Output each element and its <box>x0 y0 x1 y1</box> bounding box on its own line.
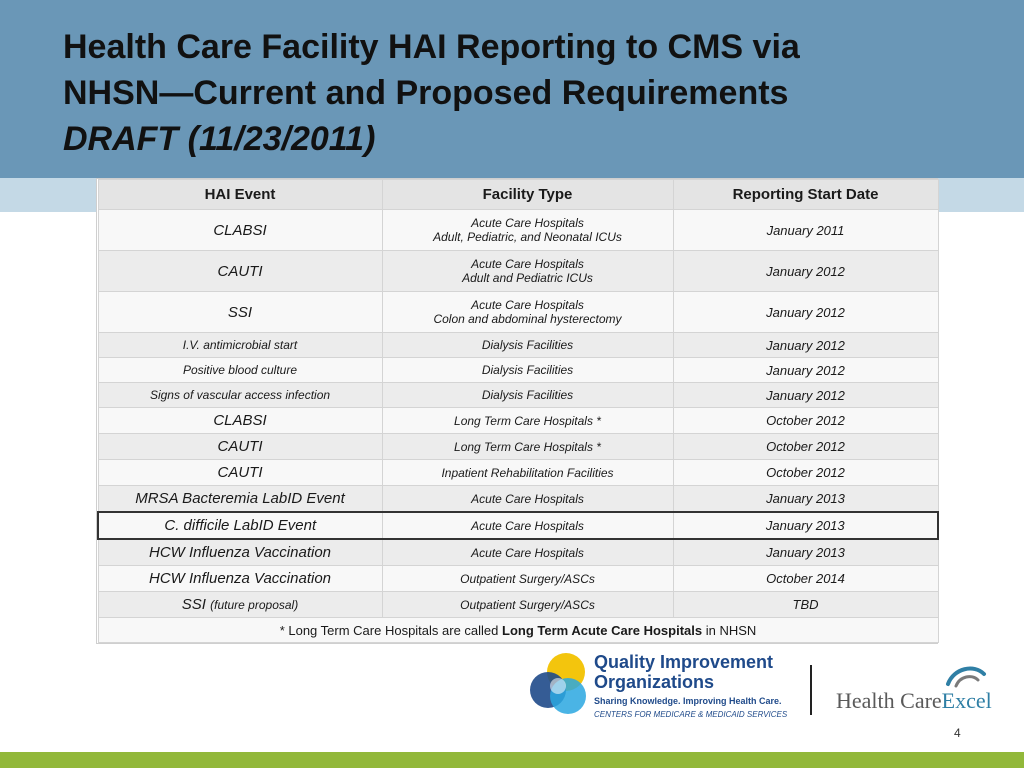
facility-cell <box>382 210 673 251</box>
table-row <box>98 251 938 292</box>
facility-cell: Acute Care Hospitals <box>382 486 673 513</box>
facility-line-1: Acute Care Hospitals <box>471 257 584 271</box>
header-reporting-start-date: Reporting Start Date <box>673 180 938 210</box>
facility-cell: Long Term Care Hospitals * <box>382 434 673 460</box>
date-cell: January 2012 <box>673 251 938 292</box>
hce-part1: Health Care <box>836 688 942 713</box>
table-row <box>98 460 938 486</box>
footnote-post: in NHSN <box>705 622 757 638</box>
event-cell: C. difficile LabID Event <box>98 512 382 539</box>
facility-cell: Outpatient Surgery/ASCs <box>382 592 673 618</box>
qio-title-2: Organizations <box>594 672 715 692</box>
event-cell: CLABSI <box>98 210 382 251</box>
event-cell: HCW Influenza Vaccination <box>98 539 382 566</box>
facility-cell: Dialysis Facilities <box>382 358 673 383</box>
footnote-pre: * Long Term Care Hospitals are called <box>279 622 499 638</box>
facility-line-2: Adult, Pediatric, and Neonatal ICUs <box>433 230 622 244</box>
facility-line-1: Acute Care Hospitals <box>471 298 584 312</box>
table-row <box>98 486 938 513</box>
hce-text <box>836 688 992 714</box>
facility-cell <box>382 251 673 292</box>
date-cell: January 2012 <box>673 333 938 358</box>
title-line-2: NHSN—Current and Proposed Requirements <box>63 74 789 112</box>
event-cell: SSI <box>98 292 382 333</box>
event-cell: CAUTI <box>98 251 382 292</box>
hai-table <box>97 179 939 643</box>
event-cell <box>98 592 382 618</box>
date-cell: October 2012 <box>673 460 938 486</box>
hce-part2: Excel <box>941 688 992 713</box>
event-cell: I.V. antimicrobial start <box>98 333 382 358</box>
qio-cms: CENTERS FOR MEDICARE & MEDICAID SERVICES <box>594 710 788 719</box>
table-row-highlighted <box>98 512 938 539</box>
table-row <box>98 408 938 434</box>
facility-line-2: Colon and abdominal hysterectomy <box>433 312 622 326</box>
date-cell: October 2012 <box>673 434 938 460</box>
event-cell: CAUTI <box>98 460 382 486</box>
header-facility-type: Facility Type <box>382 180 673 210</box>
facility-line-2: Adult and Pediatric ICUs <box>462 271 593 285</box>
table-row <box>98 333 938 358</box>
event-text: SSI <box>181 596 206 613</box>
date-cell: January 2013 <box>673 539 938 566</box>
date-cell: October 2014 <box>673 566 938 592</box>
title-line-1: Health Care Facility HAI Reporting to CMS via <box>63 28 800 66</box>
facility-cell: Inpatient Rehabilitation Facilities <box>382 460 673 486</box>
qio-logo <box>528 652 798 722</box>
date-cell: TBD <box>673 592 938 618</box>
table-row <box>98 434 938 460</box>
header-hai-event: HAI Event <box>98 180 382 210</box>
event-note: (future proposal) <box>210 598 299 612</box>
date-cell: January 2011 <box>673 210 938 251</box>
event-cell: CAUTI <box>98 434 382 460</box>
facility-cell: Dialysis Facilities <box>382 333 673 358</box>
footnote-bold: Long Term Acute Care Hospitals <box>502 622 703 638</box>
facility-cell <box>382 292 673 333</box>
table-row <box>98 383 938 408</box>
table-row <box>98 592 938 618</box>
footnote-cell <box>98 618 938 643</box>
qio-circles-icon <box>528 652 592 718</box>
date-cell: January 2013 <box>673 512 938 539</box>
facility-cell: Outpatient Surgery/ASCs <box>382 566 673 592</box>
table-row <box>98 539 938 566</box>
facility-line-1: Acute Care Hospitals <box>471 216 584 230</box>
page-number: 4 <box>954 726 961 740</box>
date-cell: January 2012 <box>673 358 938 383</box>
title-draft: DRAFT (11/23/2011) <box>63 120 376 158</box>
table-row <box>98 566 938 592</box>
hce-swoosh-icon <box>944 664 988 688</box>
facility-cell: Long Term Care Hospitals * <box>382 408 673 434</box>
event-cell: MRSA Bacteremia LabID Event <box>98 486 382 513</box>
event-cell: CLABSI <box>98 408 382 434</box>
footnote-row <box>98 618 938 643</box>
table-row <box>98 358 938 383</box>
table-header-row <box>98 180 938 210</box>
table-row <box>98 292 938 333</box>
health-care-excel-logo <box>836 664 1016 714</box>
table-row <box>98 210 938 251</box>
date-cell: January 2012 <box>673 383 938 408</box>
date-cell: January 2012 <box>673 292 938 333</box>
event-cell: Signs of vascular access infection <box>98 383 382 408</box>
facility-cell: Acute Care Hospitals <box>382 512 673 539</box>
date-cell: October 2012 <box>673 408 938 434</box>
footer-band <box>0 752 1024 768</box>
event-cell: Positive blood culture <box>98 358 382 383</box>
qio-title <box>594 652 773 692</box>
facility-cell: Dialysis Facilities <box>382 383 673 408</box>
hai-table-container <box>96 178 938 644</box>
qio-tagline: Sharing Knowledge. Improving Health Care. <box>594 696 782 706</box>
qio-title-1: Quality Improvement <box>594 652 774 672</box>
date-cell: January 2013 <box>673 486 938 513</box>
logo-divider <box>810 665 812 715</box>
slide-title <box>63 24 983 162</box>
facility-cell: Acute Care Hospitals <box>382 539 673 566</box>
event-cell: HCW Influenza Vaccination <box>98 566 382 592</box>
